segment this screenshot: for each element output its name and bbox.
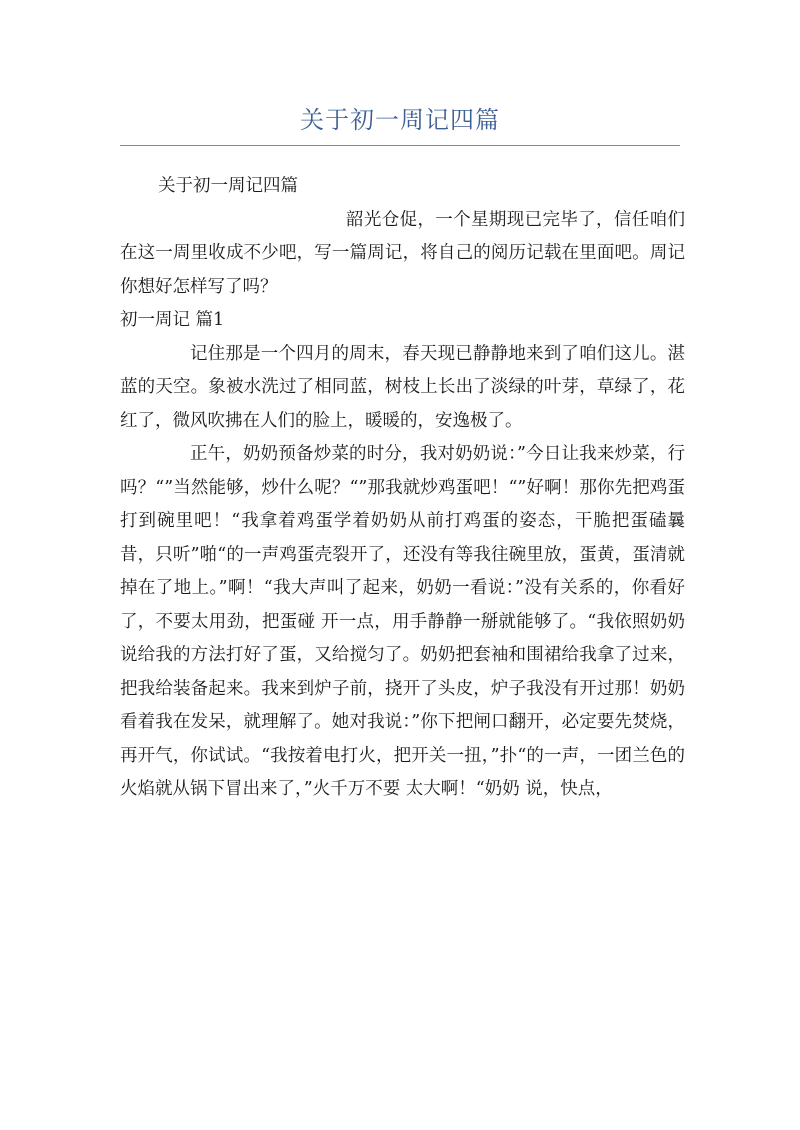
- document-title: 关于初一周记四篇: [300, 106, 500, 134]
- paragraph: 记住那是一个四月的周末，春天现已静静地来到了咱们这儿。湛蓝的天空。象被水洗过了相同蓝，树枝上长出了淡绿的叶芽，草绿了，花红了，微风吹拂在人们的脸上，暖暖的，安逸极了。: [120, 343, 685, 431]
- subtitle: 关于初一周记四篇: [158, 176, 298, 196]
- paragraph: 正午，奶奶预备炒菜的时分，我对奶奶说：”今日让我来炒菜，行吗？“”当然能够，炒什么呢？“”那我就炒鸡蛋吧！“”好啊！那你先把鸡蛋打到碗里吧！“我拿着鸡蛋学着奶奶从前打鸡蛋的姿态，干脆把蛋磕曩昔，只听”啪“的一声鸡蛋壳裂开了，还没有等我往碗里放，蛋黄，蛋清就掉在了地上。”啊！“我大声叫了起来，奶奶一看说：”没有关系的，你看好了，不要太用劲，把蛋碰 开一点，用手静静一掰就能够了。“我依照奶奶说给我的方法打好了蛋，又给搅匀了。奶奶把套袖和围裙给我拿了过来，把我给装备起来。我来到炉子前，挠开了头皮，炉子我没有开过那！奶奶看着我在发呆，就理解了。她对我说：”你下把闸口翻开，必定要先焚烧，再开气，你试试。“我按着电打火，把开关一扭，”扑“的一声，一团兰色的火焰就从锅下冒出来了，”火千万不要 太大啊！“奶奶 说，快点，: [120, 444, 685, 799]
- document-body: [120, 170, 685, 807]
- intro-paragraph: 韶光仓促，一个星期现已完毕了，信任咱们在这一周里收成不少吧，写一篇周记，将自己的阅历记载在里面吧。周记你想好怎样写了吗？: [120, 209, 685, 297]
- title-divider: [120, 145, 680, 146]
- section-heading: 初一周记 篇1: [120, 310, 225, 330]
